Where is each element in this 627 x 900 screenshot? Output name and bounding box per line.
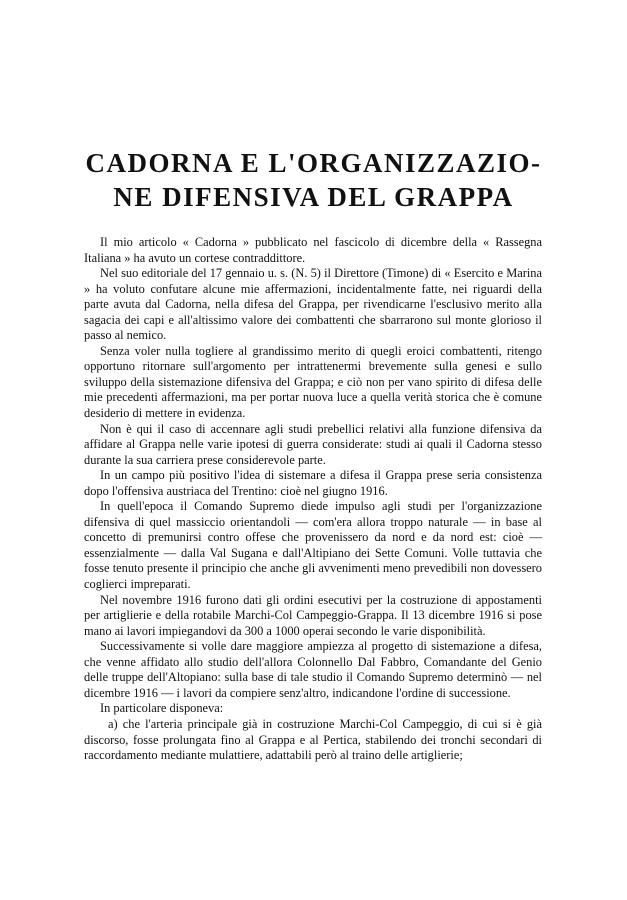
- paragraph: In quell'epoca il Comando Supremo diede impulso agli studi per l'organizzazione difensiva di quel massiccio orientandoli — com'era allora troppo naturale — in base al concetto di premunirsi contro offese che provenissero da nord e da nord est: cioè — essenzialmente — dalla Val Sugana e dall'Altipiano dei Sette Comuni. Volle tuttavia che fosse tenuto presente il principio che anche gli avvenimenti meno prevedibili non dovessero coglierci impreparati.: [84, 499, 542, 592]
- paragraph: Nel suo editoriale del 17 gennaio u. s. (N. 5) il Direttore (Timone) di « Esercito e Marina » ha voluto confutare alcune mie affermazioni, incidentalmente fatte, nei riguardi della parte avuta dal Cadorna, nella difesa del Grappa, per rivendicarne l'esclusivo merito alla sagacia dei capi e all'altissimo valore dei combattenti che sbarrarono sul monte glorioso il passo al nemico.: [84, 266, 542, 343]
- paragraph: In un campo più positivo l'idea di sistemare a difesa il Grappa prese seria consistenza dopo l'offensiva austriaca del Trentino: cioè nel giugno 1916.: [84, 468, 542, 498]
- title-line-2: NE DIFENSIVA DEL GRAPPA: [113, 182, 514, 212]
- paragraph: Non è qui il caso di accennare agli studi prebellici relativi alla funzione difensiva da affidare al Grappa nelle varie ipotesi di guerra considerate: studi ai quali il Cadorna stesso durante la sua carriera prese considerevole parte.: [84, 421, 542, 467]
- paragraph: Senza voler nulla togliere al grandissimo merito di quegli eroici combattenti, ritengo opportuno ritornare sull'argomento per intrattenermi brevemente sulla genesi e sullo sviluppo della sistemazione difensiva del Grappa; e ciò non per vano spirito di difesa delle mie precedenti affermazioni, ma per portar nuova luce a quella verità storica che è comune desiderio di mettere in evidenza.: [84, 343, 542, 421]
- article-title: [0, 146, 627, 214]
- paragraph: Successivamente si volle dare maggiore ampiezza al progetto di sistemazione a difesa, che venne affidato allo studio dell'allora Colonnello Dal Fabbro, Comandante del Genio delle truppe dell'Altopiano: sulla base di tale studio il Comando Supremo determinò — nel dicembre 1916 — i lavori da compiere senz'altro, indicandone l'ordine di successione.: [84, 639, 542, 700]
- paragraph: Il mio articolo « Cadorna » pubblicato nel fascicolo di dicembre della « Rassegna Italiana » ha avuto un cortese contraddittore.: [84, 235, 542, 265]
- list-item: a) che l'arteria principale già in costruzione Marchi-Col Campeggio, di cui si è già discorso, fosse prolungata fino al Grappa e al Pertica, stabilendo dei tronchi secondari di raccordamento mediante mulattiere, adattabili però al traino delle artiglierie;: [84, 716, 542, 763]
- article-body: [84, 235, 542, 764]
- paragraph: Nel novembre 1916 furono dati gli ordini esecutivi per la costruzione di appostamenti per artiglierie e della rotabile Marchi-Col Campeggio-Grappa. Il 13 dicembre 1916 si pose mano ai lavori impiegandovi da 300 a 1000 operai secondo le varie disponibilità.: [84, 592, 542, 638]
- paragraph: In particolare disponeva:: [100, 701, 224, 716]
- title-line-1: CADORNA E L'ORGANIZZAZIO-: [85, 148, 542, 178]
